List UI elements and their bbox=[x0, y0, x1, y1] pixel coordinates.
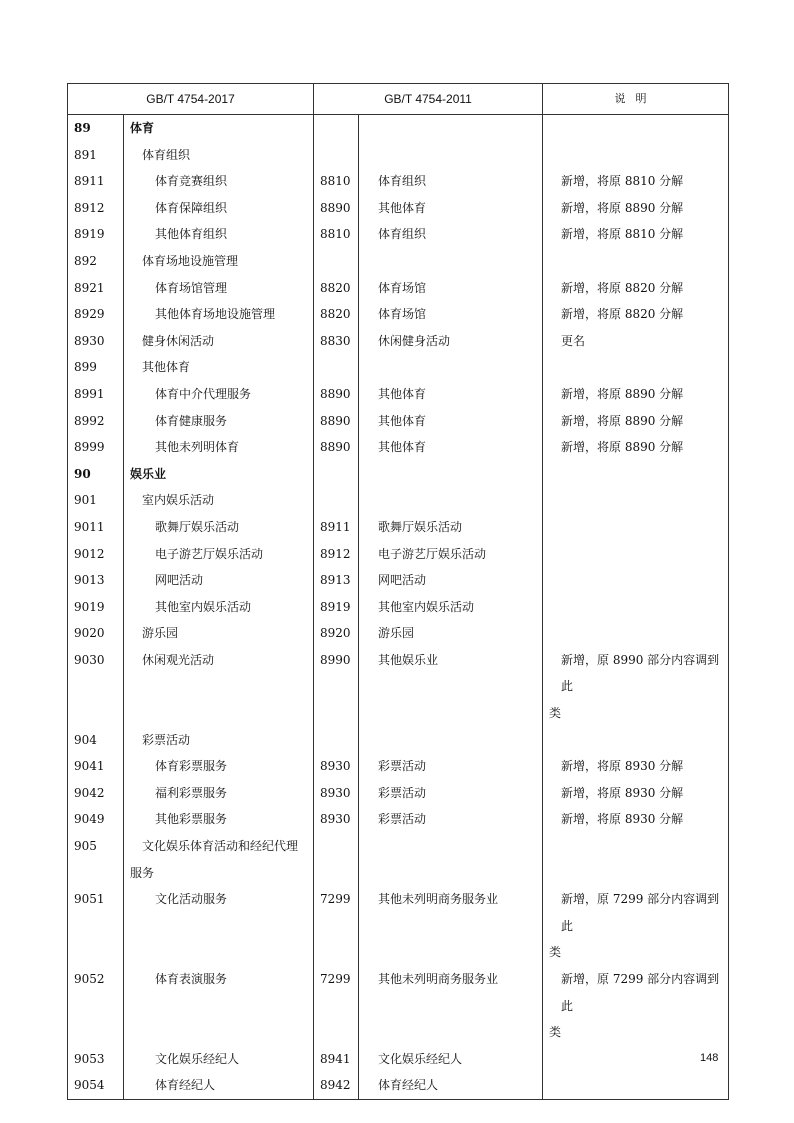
old-name: 体育经纪人 bbox=[359, 1072, 543, 1099]
table-row bbox=[68, 461, 729, 488]
note bbox=[543, 434, 729, 461]
new-code: 9054 bbox=[68, 1072, 124, 1099]
old-name: 其他体育 bbox=[359, 195, 543, 222]
table-row bbox=[68, 434, 729, 461]
table-row bbox=[68, 780, 729, 807]
table-row bbox=[68, 195, 729, 222]
new-name: 文化活动服务 bbox=[124, 886, 314, 966]
new-name: 体育竞赛组织 bbox=[124, 168, 314, 195]
old-code: 8890 bbox=[314, 408, 359, 435]
old-standard-header: GB/T 4754-2011 bbox=[314, 84, 543, 115]
new-code: 9041 bbox=[68, 753, 124, 780]
new-code: 8991 bbox=[68, 381, 124, 408]
note-line: 新增，原 8990 部分内容调到此 bbox=[561, 652, 720, 694]
old-code: 8942 bbox=[314, 1072, 359, 1099]
old-code: 8912 bbox=[314, 541, 359, 568]
old-code: 8930 bbox=[314, 806, 359, 833]
old-name: 体育场馆 bbox=[359, 275, 543, 302]
new-code: 8919 bbox=[68, 221, 124, 248]
new-name: 体育经纪人 bbox=[124, 1072, 314, 1099]
table-body bbox=[68, 115, 729, 1100]
old-code: 8930 bbox=[314, 780, 359, 807]
table-row bbox=[68, 966, 729, 1046]
new-name: 游乐园 bbox=[124, 620, 314, 647]
note-line: 新增，将原 8930 分解 bbox=[561, 812, 684, 827]
note-line: 新增，将原 8890 分解 bbox=[561, 440, 684, 455]
classification-table bbox=[67, 83, 729, 1100]
note bbox=[543, 647, 729, 727]
new-code: 8999 bbox=[68, 434, 124, 461]
new-name: 体育表演服务 bbox=[124, 966, 314, 1046]
note bbox=[543, 142, 729, 169]
old-name: 其他室内娱乐活动 bbox=[359, 594, 543, 621]
old-name: 其他体育 bbox=[359, 381, 543, 408]
note-line: 类 bbox=[549, 1025, 562, 1040]
old-name: 体育组织 bbox=[359, 168, 543, 195]
new-name bbox=[124, 833, 314, 886]
new-code: 899 bbox=[68, 354, 124, 381]
old-name: 彩票活动 bbox=[359, 780, 543, 807]
old-name: 休闲健身活动 bbox=[359, 328, 543, 355]
new-name: 网吧活动 bbox=[124, 567, 314, 594]
note bbox=[543, 221, 729, 248]
new-code: 9051 bbox=[68, 886, 124, 966]
old-name bbox=[359, 142, 543, 169]
note-line: 新增，将原 8890 分解 bbox=[561, 413, 684, 428]
table-row bbox=[68, 248, 729, 275]
old-code bbox=[314, 487, 359, 514]
note bbox=[543, 487, 729, 514]
note bbox=[543, 620, 729, 647]
note bbox=[543, 461, 729, 488]
note-line: 新增，原 7299 部分内容调到此 bbox=[561, 972, 720, 1013]
note bbox=[543, 301, 729, 328]
table-header bbox=[68, 84, 729, 115]
new-code: 8911 bbox=[68, 168, 124, 195]
old-name bbox=[359, 727, 543, 754]
new-standard-header: GB/T 4754-2017 bbox=[68, 84, 314, 115]
new-code: 9020 bbox=[68, 620, 124, 647]
table-row bbox=[68, 1046, 729, 1073]
old-code: 7299 bbox=[314, 886, 359, 966]
note bbox=[543, 328, 729, 355]
old-name: 彩票活动 bbox=[359, 806, 543, 833]
old-name: 其他体育 bbox=[359, 434, 543, 461]
old-code bbox=[314, 727, 359, 754]
old-name: 彩票活动 bbox=[359, 753, 543, 780]
new-name: 体育 bbox=[124, 115, 314, 142]
table-row bbox=[68, 541, 729, 568]
table-row bbox=[68, 354, 729, 381]
table-row bbox=[68, 115, 729, 142]
table-row bbox=[68, 806, 729, 833]
note-line: 更名 bbox=[561, 333, 586, 348]
table-row bbox=[68, 381, 729, 408]
new-name: 体育健康服务 bbox=[124, 408, 314, 435]
new-name: 健身休闲活动 bbox=[124, 328, 314, 355]
note-line: 新增，将原 8810 分解 bbox=[561, 174, 684, 189]
note bbox=[543, 248, 729, 275]
table-row bbox=[68, 833, 729, 886]
note-line: 新增，将原 8820 分解 bbox=[561, 307, 684, 322]
old-code: 8919 bbox=[314, 594, 359, 621]
old-code bbox=[314, 248, 359, 275]
note-line: 类 bbox=[549, 945, 562, 960]
note bbox=[543, 195, 729, 222]
note bbox=[543, 833, 729, 886]
new-name: 体育场地设施管理 bbox=[124, 248, 314, 275]
table-row bbox=[68, 727, 729, 754]
new-code: 8921 bbox=[68, 275, 124, 302]
old-code: 8913 bbox=[314, 567, 359, 594]
table-row bbox=[68, 514, 729, 541]
table-row bbox=[68, 168, 729, 195]
old-code: 8890 bbox=[314, 195, 359, 222]
table-row bbox=[68, 487, 729, 514]
table-row bbox=[68, 753, 729, 780]
old-code bbox=[314, 115, 359, 142]
old-code: 8890 bbox=[314, 381, 359, 408]
new-code: 8992 bbox=[68, 408, 124, 435]
note bbox=[543, 354, 729, 381]
new-code: 9049 bbox=[68, 806, 124, 833]
note bbox=[543, 541, 729, 568]
note-line: 新增，将原 8820 分解 bbox=[561, 280, 684, 295]
new-name: 体育中介代理服务 bbox=[124, 381, 314, 408]
page-number: 148 bbox=[700, 1052, 719, 1064]
old-code bbox=[314, 833, 359, 886]
new-name: 彩票活动 bbox=[124, 727, 314, 754]
note bbox=[543, 115, 729, 142]
old-code: 8920 bbox=[314, 620, 359, 647]
old-name bbox=[359, 833, 543, 886]
new-code: 891 bbox=[68, 142, 124, 169]
note bbox=[543, 806, 729, 833]
table-row bbox=[68, 328, 729, 355]
new-name: 体育彩票服务 bbox=[124, 753, 314, 780]
table-row bbox=[68, 886, 729, 966]
note-line: 新增，将原 8930 分解 bbox=[561, 759, 684, 774]
note-line: 新增，将原 8890 分解 bbox=[561, 386, 684, 401]
new-name: 娱乐业 bbox=[124, 461, 314, 488]
old-name bbox=[359, 461, 543, 488]
old-name bbox=[359, 354, 543, 381]
new-code: 9019 bbox=[68, 594, 124, 621]
new-name-line: 文化娱乐体育活动和经纪代理 bbox=[142, 839, 299, 854]
new-name: 室内娱乐活动 bbox=[124, 487, 314, 514]
new-code: 9042 bbox=[68, 780, 124, 807]
note bbox=[543, 753, 729, 780]
new-name: 其他体育场地设施管理 bbox=[124, 301, 314, 328]
new-code: 8929 bbox=[68, 301, 124, 328]
new-code: 904 bbox=[68, 727, 124, 754]
new-name: 其他未列明体育 bbox=[124, 434, 314, 461]
old-code: 8830 bbox=[314, 328, 359, 355]
note bbox=[543, 1072, 729, 1099]
note bbox=[543, 408, 729, 435]
table-row bbox=[68, 142, 729, 169]
new-name: 其他体育组织 bbox=[124, 221, 314, 248]
old-name bbox=[359, 248, 543, 275]
old-code: 8820 bbox=[314, 275, 359, 302]
note-line: 新增，将原 8890 分解 bbox=[561, 200, 684, 215]
table-row bbox=[68, 620, 729, 647]
old-code: 8911 bbox=[314, 514, 359, 541]
note-line: 新增，将原 8810 分解 bbox=[561, 227, 684, 242]
old-name: 体育组织 bbox=[359, 221, 543, 248]
old-code bbox=[314, 142, 359, 169]
new-name: 体育场馆管理 bbox=[124, 275, 314, 302]
note bbox=[543, 168, 729, 195]
new-name: 其他室内娱乐活动 bbox=[124, 594, 314, 621]
new-code: 9012 bbox=[68, 541, 124, 568]
table-row bbox=[68, 567, 729, 594]
new-code: 9011 bbox=[68, 514, 124, 541]
new-name: 其他彩票服务 bbox=[124, 806, 314, 833]
note bbox=[543, 886, 729, 966]
new-name: 文化娱乐经纪人 bbox=[124, 1046, 314, 1073]
table-row bbox=[68, 275, 729, 302]
new-code: 8912 bbox=[68, 195, 124, 222]
new-name: 歌舞厅娱乐活动 bbox=[124, 514, 314, 541]
table-row bbox=[68, 1072, 729, 1099]
new-name: 休闲观光活动 bbox=[124, 647, 314, 727]
old-name: 其他未列明商务服务业 bbox=[359, 886, 543, 966]
note-line: 新增，原 7299 部分内容调到此 bbox=[561, 892, 720, 933]
note bbox=[543, 780, 729, 807]
old-name: 其他娱乐业 bbox=[359, 647, 543, 727]
table-row bbox=[68, 594, 729, 621]
table-row bbox=[68, 408, 729, 435]
old-name: 体育场馆 bbox=[359, 301, 543, 328]
note bbox=[543, 514, 729, 541]
old-code: 8810 bbox=[314, 221, 359, 248]
note bbox=[543, 381, 729, 408]
new-name: 电子游艺厅娱乐活动 bbox=[124, 541, 314, 568]
old-name: 其他体育 bbox=[359, 408, 543, 435]
old-name: 歌舞厅娱乐活动 bbox=[359, 514, 543, 541]
new-code: 90 bbox=[68, 461, 124, 488]
old-name: 其他未列明商务服务业 bbox=[359, 966, 543, 1046]
old-code bbox=[314, 461, 359, 488]
old-code: 8990 bbox=[314, 647, 359, 727]
old-code: 8810 bbox=[314, 168, 359, 195]
new-code: 8930 bbox=[68, 328, 124, 355]
old-name: 电子游艺厅娱乐活动 bbox=[359, 541, 543, 568]
old-code: 7299 bbox=[314, 966, 359, 1046]
new-name: 其他体育 bbox=[124, 354, 314, 381]
old-code: 8890 bbox=[314, 434, 359, 461]
table-row bbox=[68, 221, 729, 248]
new-code: 892 bbox=[68, 248, 124, 275]
old-name bbox=[359, 487, 543, 514]
note-line: 类 bbox=[549, 706, 562, 721]
old-code: 8820 bbox=[314, 301, 359, 328]
note-line: 新增，将原 8930 分解 bbox=[561, 785, 684, 800]
new-code: 89 bbox=[68, 115, 124, 142]
table-row bbox=[68, 301, 729, 328]
new-code: 901 bbox=[68, 487, 124, 514]
new-name: 体育保障组织 bbox=[124, 195, 314, 222]
note bbox=[543, 966, 729, 1046]
note bbox=[543, 727, 729, 754]
note bbox=[543, 567, 729, 594]
note bbox=[543, 594, 729, 621]
new-code: 905 bbox=[68, 833, 124, 886]
old-code bbox=[314, 354, 359, 381]
table-row bbox=[68, 647, 729, 727]
note-header: 说明 bbox=[543, 84, 729, 115]
old-code: 8930 bbox=[314, 753, 359, 780]
old-name: 网吧活动 bbox=[359, 567, 543, 594]
new-code: 9030 bbox=[68, 647, 124, 727]
old-name: 游乐园 bbox=[359, 620, 543, 647]
new-code: 9013 bbox=[68, 567, 124, 594]
new-name: 体育组织 bbox=[124, 142, 314, 169]
new-name: 福利彩票服务 bbox=[124, 780, 314, 807]
new-code: 9053 bbox=[68, 1046, 124, 1073]
old-name bbox=[359, 115, 543, 142]
new-code: 9052 bbox=[68, 966, 124, 1046]
note bbox=[543, 275, 729, 302]
old-name: 文化娱乐经纪人 bbox=[359, 1046, 543, 1073]
new-name-line: 服务 bbox=[130, 865, 155, 880]
old-code: 8941 bbox=[314, 1046, 359, 1073]
